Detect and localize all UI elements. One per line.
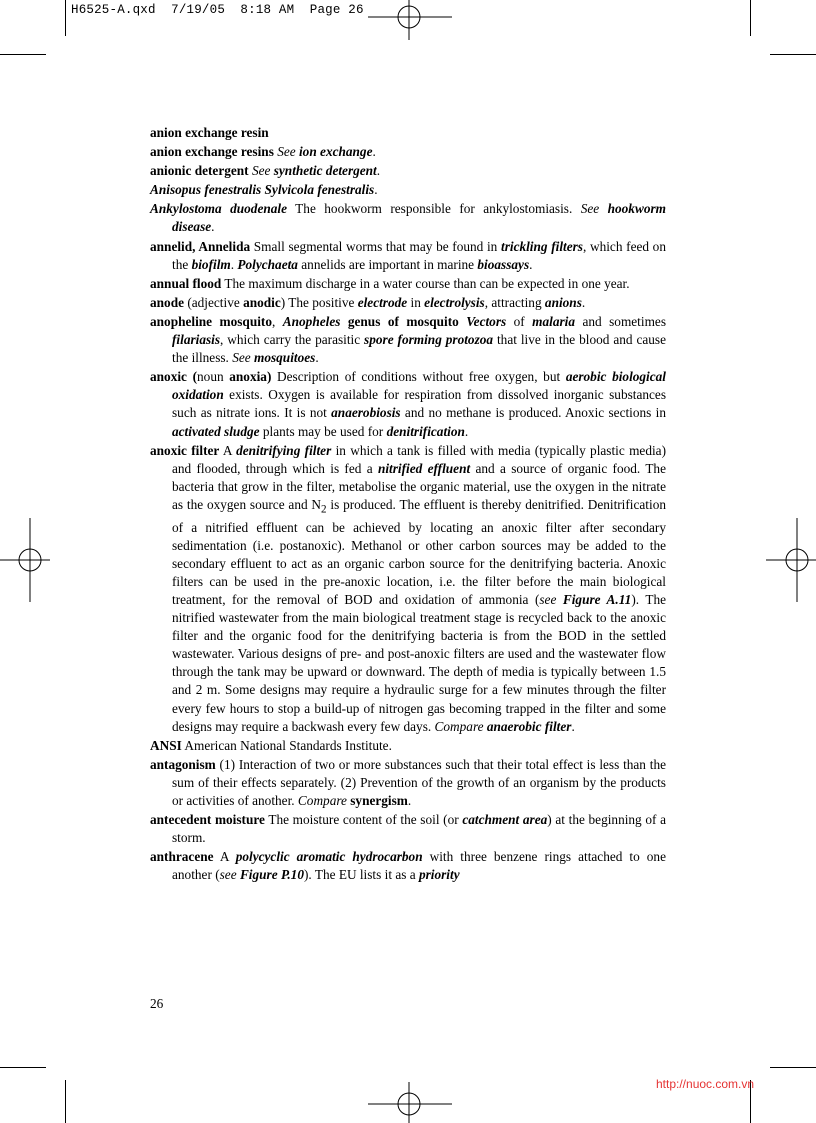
term-text: ANSI (150, 737, 182, 753)
definition-text: in which a tank is filled with media (typically plastic media) and flooded, through which is fed a (172, 442, 667, 476)
definition-text: . (407, 793, 412, 809)
term-text: anion exchange resin (150, 125, 269, 140)
definition-text: . (464, 423, 469, 439)
page-number: 26 (150, 996, 164, 1011)
term-text: anionic detergent (150, 163, 249, 179)
definition-text: See (580, 201, 600, 217)
definition-text: see (539, 592, 557, 607)
definition-text: that live in the blood and cause the illness. (172, 332, 666, 366)
dictionary-entry (150, 442, 666, 736)
term-text: nitrified effluent (377, 460, 471, 476)
definition-text: . (376, 163, 381, 179)
term-text: synergism (350, 793, 408, 809)
definition-text: exists. Oxygen is available for respiration from dissolved inorganic substances such as nitrate ions. It is not (172, 387, 666, 421)
definition-text: plants may be used for (259, 423, 387, 439)
dictionary-entry (150, 238, 666, 274)
definition-text: ) The positive (280, 294, 358, 310)
registration-mark-icon (0, 518, 50, 602)
term-text: antagonism (150, 756, 216, 772)
term-text: trickling filters (501, 238, 583, 254)
term-text: ion exchange (298, 144, 373, 160)
term-text: Polychaeta (237, 256, 298, 272)
crop-mark (770, 54, 816, 55)
definition-text: See (251, 163, 271, 179)
definition-text: ). The EU lists it as a (303, 867, 419, 883)
term-text: filariasis (172, 332, 221, 348)
dictionary-entry (150, 143, 666, 161)
term-text: anopheline mosquito (150, 313, 272, 329)
dictionary-entry (150, 275, 666, 293)
term-text: Figure A.11 (562, 592, 632, 607)
definition-text: Small segmental worms that may be found in (250, 238, 501, 254)
definition-text: . (529, 256, 533, 272)
definition-text: . (211, 219, 215, 235)
definition-text: Description of conditions without free oxygen, but (271, 369, 566, 385)
definition-text: . (315, 350, 319, 366)
term-text: Anopheles (282, 313, 341, 329)
definition-text: See (277, 144, 296, 160)
term-text: electrolysis (424, 294, 485, 310)
dictionary-entry (150, 368, 666, 440)
term-text: anoxic ( (150, 369, 198, 385)
term-text: activated sludge (172, 423, 260, 439)
definition-text: See (232, 350, 251, 366)
definition-text: is produced. The effluent is thereby denitrified. Denitrification of a nitrified effluent can be achieved by locating an anoxic filter after secondary sedimentation (i.e. postanoxic). Methanol or other carbon sources may be added to the secondary effluent to act as an organic carbon source for the denitrifying bacteria. Anoxic filters can be used in the pre-anoxic location, i.e. the filter before the main biological treatment, for the removal of BOD and oxidation of ammonia ( (172, 496, 666, 607)
dictionary-entry (150, 294, 666, 312)
dictionary-entry (150, 811, 666, 847)
definition-text: , (271, 313, 283, 329)
term-text: anions (544, 294, 582, 310)
definition-text: ) at the beginning of a storm. (172, 812, 667, 846)
definition-text: . (374, 182, 378, 198)
term-text: Figure P.10 (239, 867, 304, 883)
term-text: denitrifying filter (236, 442, 332, 458)
definition-text: Compare (297, 793, 347, 809)
definition-text (340, 314, 347, 329)
crop-mark (0, 54, 46, 55)
term-text: anoxic filter (150, 442, 220, 458)
term-text: bioassays (477, 256, 530, 272)
term-text: Anisopus fenestralis Sylvicola fenestralis (150, 182, 375, 198)
dictionary-entry (150, 124, 666, 142)
definition-text: (1) Interaction of two or more substances such that their total effect is less than the sum of their effects separately. (2) Prevention of the growth of an organism by the products or activities of another. (172, 756, 666, 809)
term-text: anode (150, 294, 184, 310)
definition-text: and sometimes (575, 313, 666, 329)
crop-mark (0, 1067, 46, 1068)
definition-text: The maximum discharge in a water course than can be expected in one year. (221, 275, 630, 291)
definition-text: of (506, 313, 533, 329)
term-text: priority (418, 867, 460, 883)
dictionary-entry (150, 200, 666, 236)
print-slug: H6525-A.qxd 7/19/05 8:18 AM Page 26 (71, 3, 364, 17)
definition-text: with three benzene rings attached to one another ( (172, 849, 666, 883)
definition-text: and no methane is produced. Anoxic sections in (400, 405, 666, 421)
term-text: spore forming protozoa (364, 332, 494, 348)
term-text: anaerobiosis (331, 405, 401, 421)
definition-text: . (581, 294, 586, 310)
term-text: catchment area (462, 812, 548, 828)
definition-text: . (372, 144, 376, 160)
definition-text: , attracting (484, 294, 545, 310)
term-text: antecedent moisture (150, 812, 265, 828)
term-text: electrode (357, 294, 408, 310)
term-text: anion exchange resins (150, 144, 274, 160)
definition-text: annelids are important in marine (297, 256, 478, 272)
definition-text: in (407, 294, 425, 310)
definition-text: and a source of organic food. The bacteria that grow in the filter, metabolise the organic material, use the oxygen in the nitrate as the oxygen source and N (172, 460, 666, 512)
term-text: genus of mosquito (347, 313, 459, 329)
dictionary-entry (150, 848, 666, 884)
dictionary-entry (150, 313, 666, 367)
registration-mark-icon (368, 0, 452, 40)
term-text: annual flood (150, 275, 222, 291)
source-url-link[interactable]: http://nuoc.com.vn (656, 1077, 755, 1091)
registration-mark-icon (368, 1082, 452, 1123)
crop-mark (65, 1080, 66, 1123)
definition-text: (adjective (184, 294, 244, 310)
crop-mark (770, 1067, 816, 1068)
term-text: Ankylostoma duodenale (150, 201, 287, 217)
definition-text: see (219, 867, 237, 883)
term-text: anaerobic filter (486, 718, 572, 734)
term-text: anodic (243, 294, 281, 310)
definition-text: , which carry the parasitic (220, 332, 365, 348)
registration-mark-icon (766, 518, 816, 602)
definition-text: noun (197, 369, 230, 385)
term-text: anthracene (150, 849, 214, 865)
definition-text: 2 (321, 503, 327, 516)
term-text: anoxia) (229, 369, 272, 385)
term-text: malaria (532, 313, 576, 329)
definition-text: American National Standards Institute. (181, 737, 392, 753)
term-text: synthetic detergent (273, 163, 377, 179)
definition-text (599, 201, 607, 216)
dictionary-entry (150, 756, 666, 810)
definition-text: , which feed on the (172, 238, 666, 272)
dictionary-entry (150, 162, 666, 180)
dictionary-entry (150, 737, 666, 755)
term-text: denitrification (386, 423, 465, 439)
definition-text: A (213, 849, 236, 865)
dictionary-entries (150, 124, 666, 886)
term-text: biofilm (191, 256, 231, 272)
dictionary-entry (150, 181, 666, 199)
definition-text: . (230, 256, 238, 272)
crop-mark (65, 0, 66, 36)
definition-text: The moisture content of the soil (or (264, 812, 463, 828)
crop-mark (750, 0, 751, 36)
definition-text: Compare (434, 718, 484, 734)
term-text: annelid, Annelida (150, 238, 251, 254)
term-text: polycyclic aromatic hydrocarbon (235, 849, 423, 865)
term-text: hookworm disease (172, 201, 666, 235)
definition-text: . (571, 718, 575, 734)
term-text: mosquitoes (253, 350, 316, 366)
term-text: aerobic biological oxidation (172, 369, 666, 403)
definition-text: The hookworm responsible for ankylostomiasis. (286, 201, 581, 217)
term-text: Vectors (466, 313, 507, 329)
definition-text: ). The nitrified wastewater from the main biological treatment stage is recycled back to the anoxic filter and the organic food for the denitrifying bacteria is from the BOD in the settled wastewater. Various designs of pre- and post-anoxic filters are used and the wastewater flow through the tank may be upward or downward. The depth of media is typically between 1.5 and 2 m. Some designs may require a hydraulic surge for a few minutes through the filter every few hours to stop a build-up of nitrogen gas becoming trapped in the filter and some designs may require a backwash every few days. (172, 592, 666, 734)
definition-text: A (219, 442, 237, 458)
